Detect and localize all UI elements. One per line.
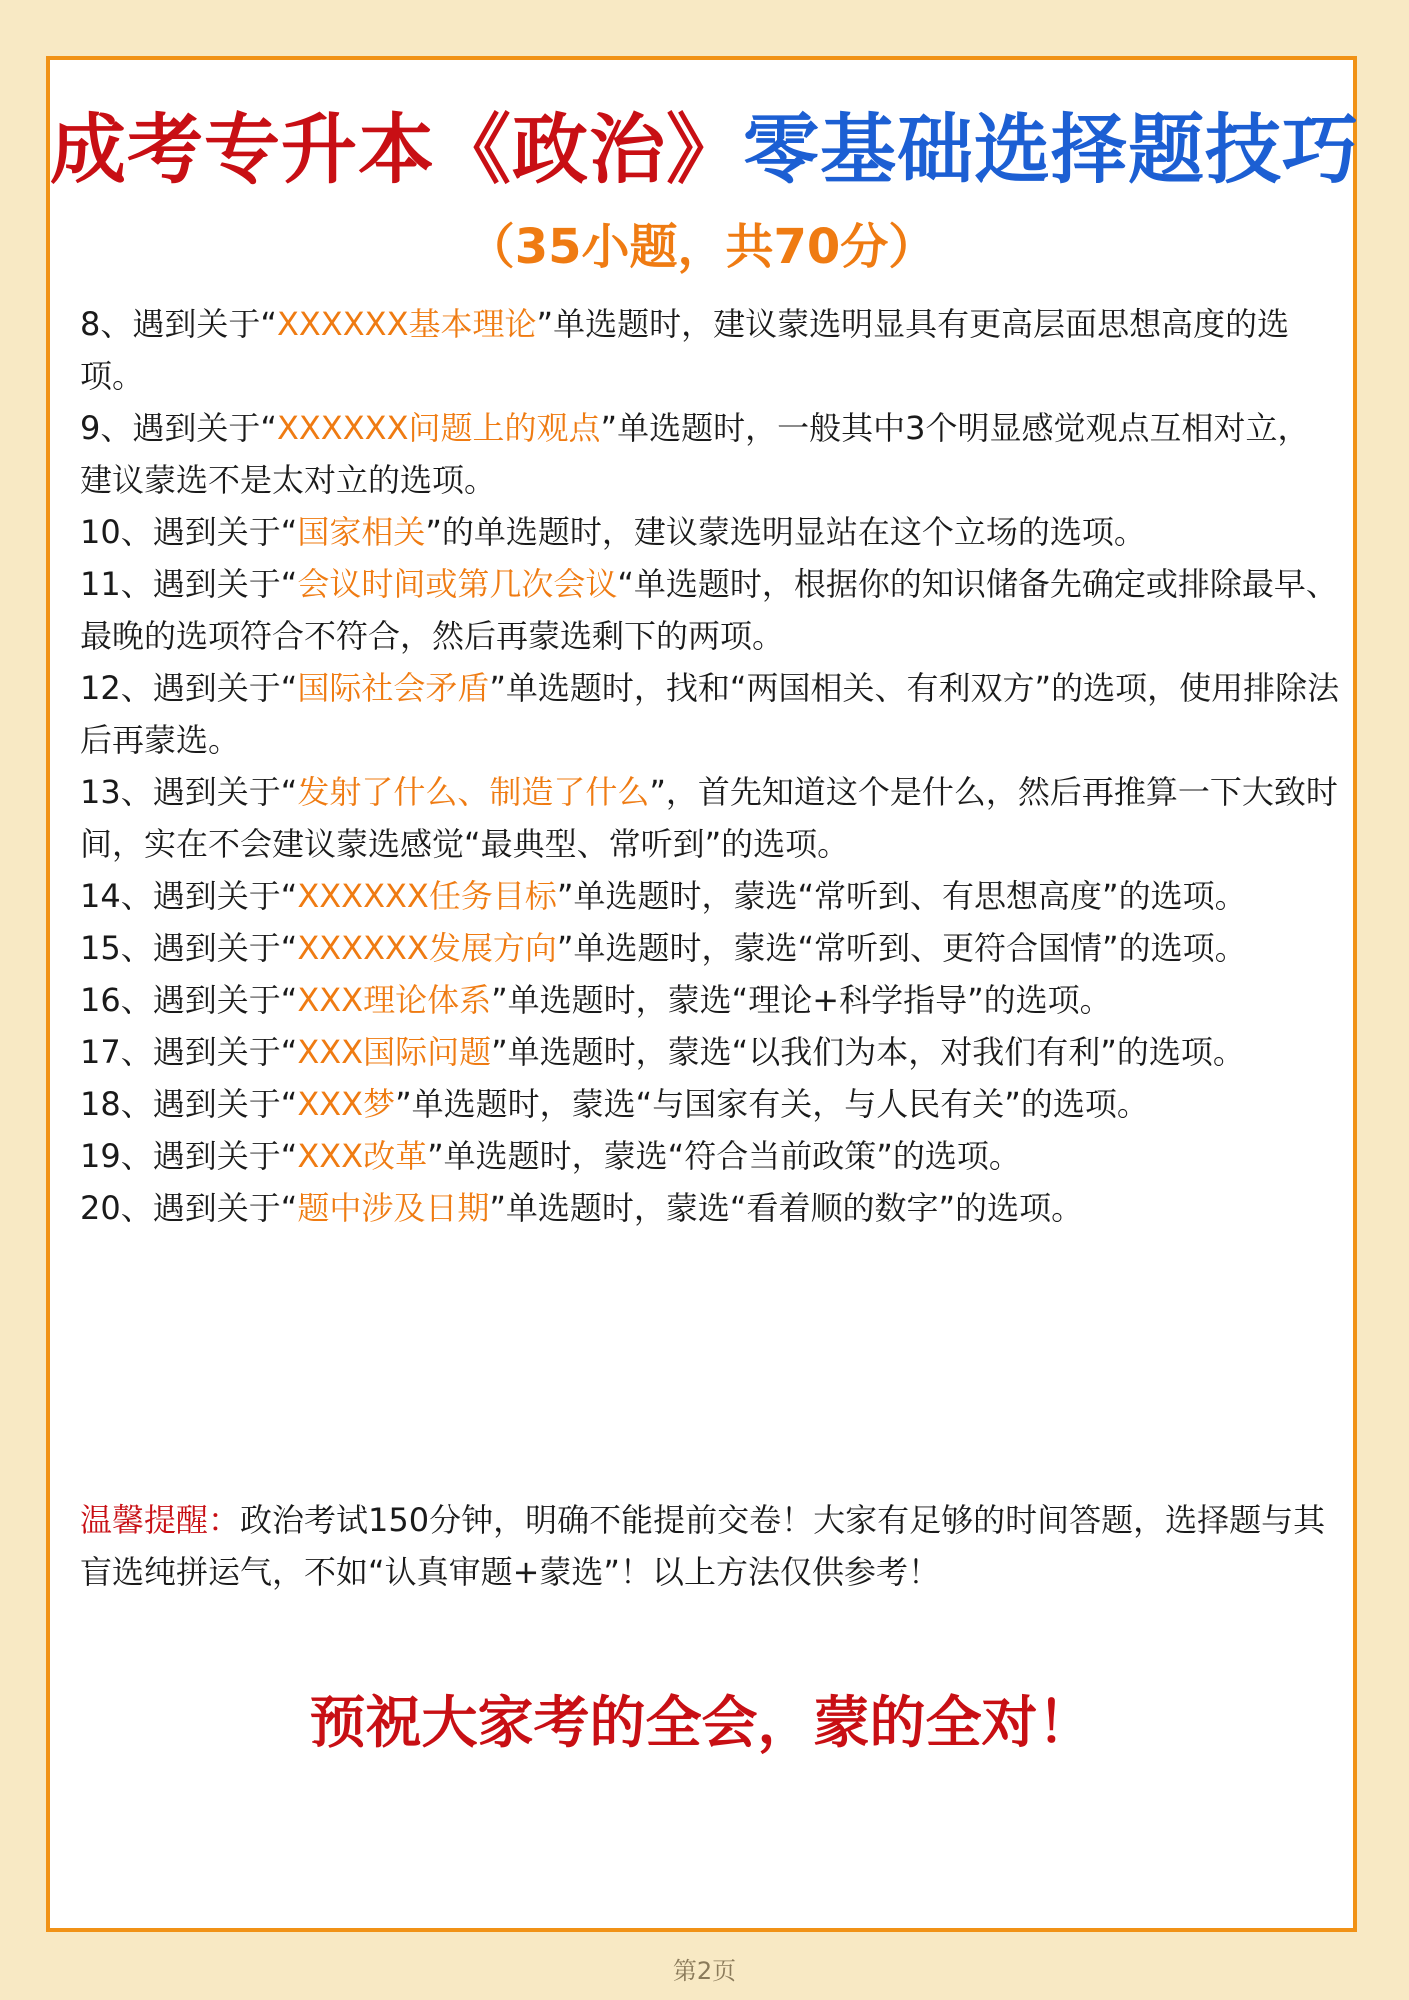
tip-highlight: XXXXXX发展方向	[297, 929, 557, 967]
tip-highlight: 国家相关	[297, 513, 426, 551]
tip-text: ”单选题时，蒙选“以我们为本，对我们有利”的选项。	[491, 1033, 1245, 1071]
tip-prefix: 18、遇到关于“	[80, 1085, 298, 1123]
tip-text: ”单选题时，蒙选“符合当前政策”的选项。	[427, 1137, 1021, 1175]
tip-prefix: 19、遇到关于“	[80, 1137, 298, 1175]
tip-prefix: 12、遇到关于“	[80, 669, 298, 707]
tip-item	[80, 1130, 1340, 1182]
tip-item	[80, 922, 1340, 974]
tip-text: ”，首先知道这个是什么，然后再推算一下大致时间，实在不会建议蒙选感觉“最典型、常听到”的选项。	[80, 773, 1338, 863]
tip-highlight: XXXXXX任务目标	[297, 877, 557, 915]
tip-text: “单选题时，根据你的知识储备先确定或排除最早、最晚的选项符合不符合，然后再蒙选剩下的两项。	[80, 565, 1338, 655]
tip-highlight: XXX改革	[297, 1137, 428, 1175]
content-card	[46, 56, 1357, 1932]
tip-item	[80, 974, 1340, 1026]
tip-prefix: 16、遇到关于“	[80, 981, 298, 1019]
tip-prefix: 17、遇到关于“	[80, 1033, 298, 1071]
tip-item	[80, 766, 1340, 870]
tip-text: ”单选题时，找和“两国相关、有利双方”的选项，使用排除法后再蒙选。	[80, 669, 1340, 759]
tip-prefix: 14、遇到关于“	[80, 877, 298, 915]
page-subtitle: （35小题，共70分）	[466, 219, 937, 275]
tip-text: ”单选题时，蒙选“常听到、更符合国情”的选项。	[556, 929, 1247, 967]
reminder-label: 温馨提醒：	[80, 1501, 241, 1539]
tip-prefix: 13、遇到关于“	[80, 773, 298, 811]
tip-item	[80, 298, 1340, 402]
reminder-text: 政治考试150分钟，明确不能提前交卷！大家有足够的时间答题，选择题与其盲选纯拼运气，不如“认真审题+蒙选”！以上方法仅供参考！	[80, 1501, 1326, 1591]
tip-item	[80, 1078, 1340, 1130]
title-part-red: 成考专升本《政治》	[50, 105, 743, 194]
tip-item	[80, 1026, 1340, 1078]
tip-prefix: 11、遇到关于“	[80, 565, 298, 603]
tip-item	[80, 1182, 1340, 1234]
tip-item	[80, 662, 1340, 766]
tip-text: ”单选题时，蒙选“与国家有关，与人民有关”的选项。	[395, 1085, 1149, 1123]
tip-text: ”单选题时，蒙选“常听到、有思想高度”的选项。	[556, 877, 1247, 915]
tip-highlight: XXX梦	[297, 1085, 396, 1123]
tip-text: ”单选题时，一般其中3个明显感觉观点互相对立，建议蒙选不是太对立的选项。	[80, 409, 1310, 499]
tip-highlight: XXXXXX基本理论	[276, 305, 537, 343]
closing-wish: 预祝大家考的全会，蒙的全对！	[309, 1691, 1094, 1756]
tips-list	[80, 298, 1340, 1234]
tip-text: ”单选题时，蒙选“看着顺的数字”的选项。	[489, 1189, 1084, 1227]
tip-highlight: 题中涉及日期	[297, 1189, 490, 1227]
tip-prefix: 15、遇到关于“	[80, 929, 298, 967]
tip-highlight: 发射了什么、制造了什么	[297, 773, 650, 811]
tip-item	[80, 558, 1340, 662]
tip-item	[80, 506, 1340, 558]
tip-item	[80, 870, 1340, 922]
tip-prefix: 8、遇到关于“	[80, 305, 277, 343]
tip-highlight: 国际社会矛盾	[297, 669, 490, 707]
tip-prefix: 9、遇到关于“	[80, 409, 277, 447]
title-part-blue: 零基础选择题技巧	[743, 105, 1359, 194]
page-title	[50, 100, 1359, 200]
tip-text: ”的单选题时，建议蒙选明显站在这个立场的选项。	[425, 513, 1146, 551]
reminder-note	[80, 1494, 1340, 1598]
tip-text: ”单选题时，蒙选“理论+科学指导”的选项。	[491, 981, 1112, 1019]
page-number: 第2页	[672, 1957, 737, 1985]
tip-highlight: XXX国际问题	[297, 1033, 492, 1071]
tip-prefix: 20、遇到关于“	[80, 1189, 298, 1227]
tip-highlight: XXX理论体系	[297, 981, 492, 1019]
tip-item	[80, 402, 1340, 506]
tip-prefix: 10、遇到关于“	[80, 513, 298, 551]
tip-highlight: XXXXXX问题上的观点	[276, 409, 601, 447]
tip-highlight: 会议时间或第几次会议	[297, 565, 618, 603]
tip-text: ”单选题时，建议蒙选明显具有更高层面思想高度的选项。	[80, 305, 1290, 395]
